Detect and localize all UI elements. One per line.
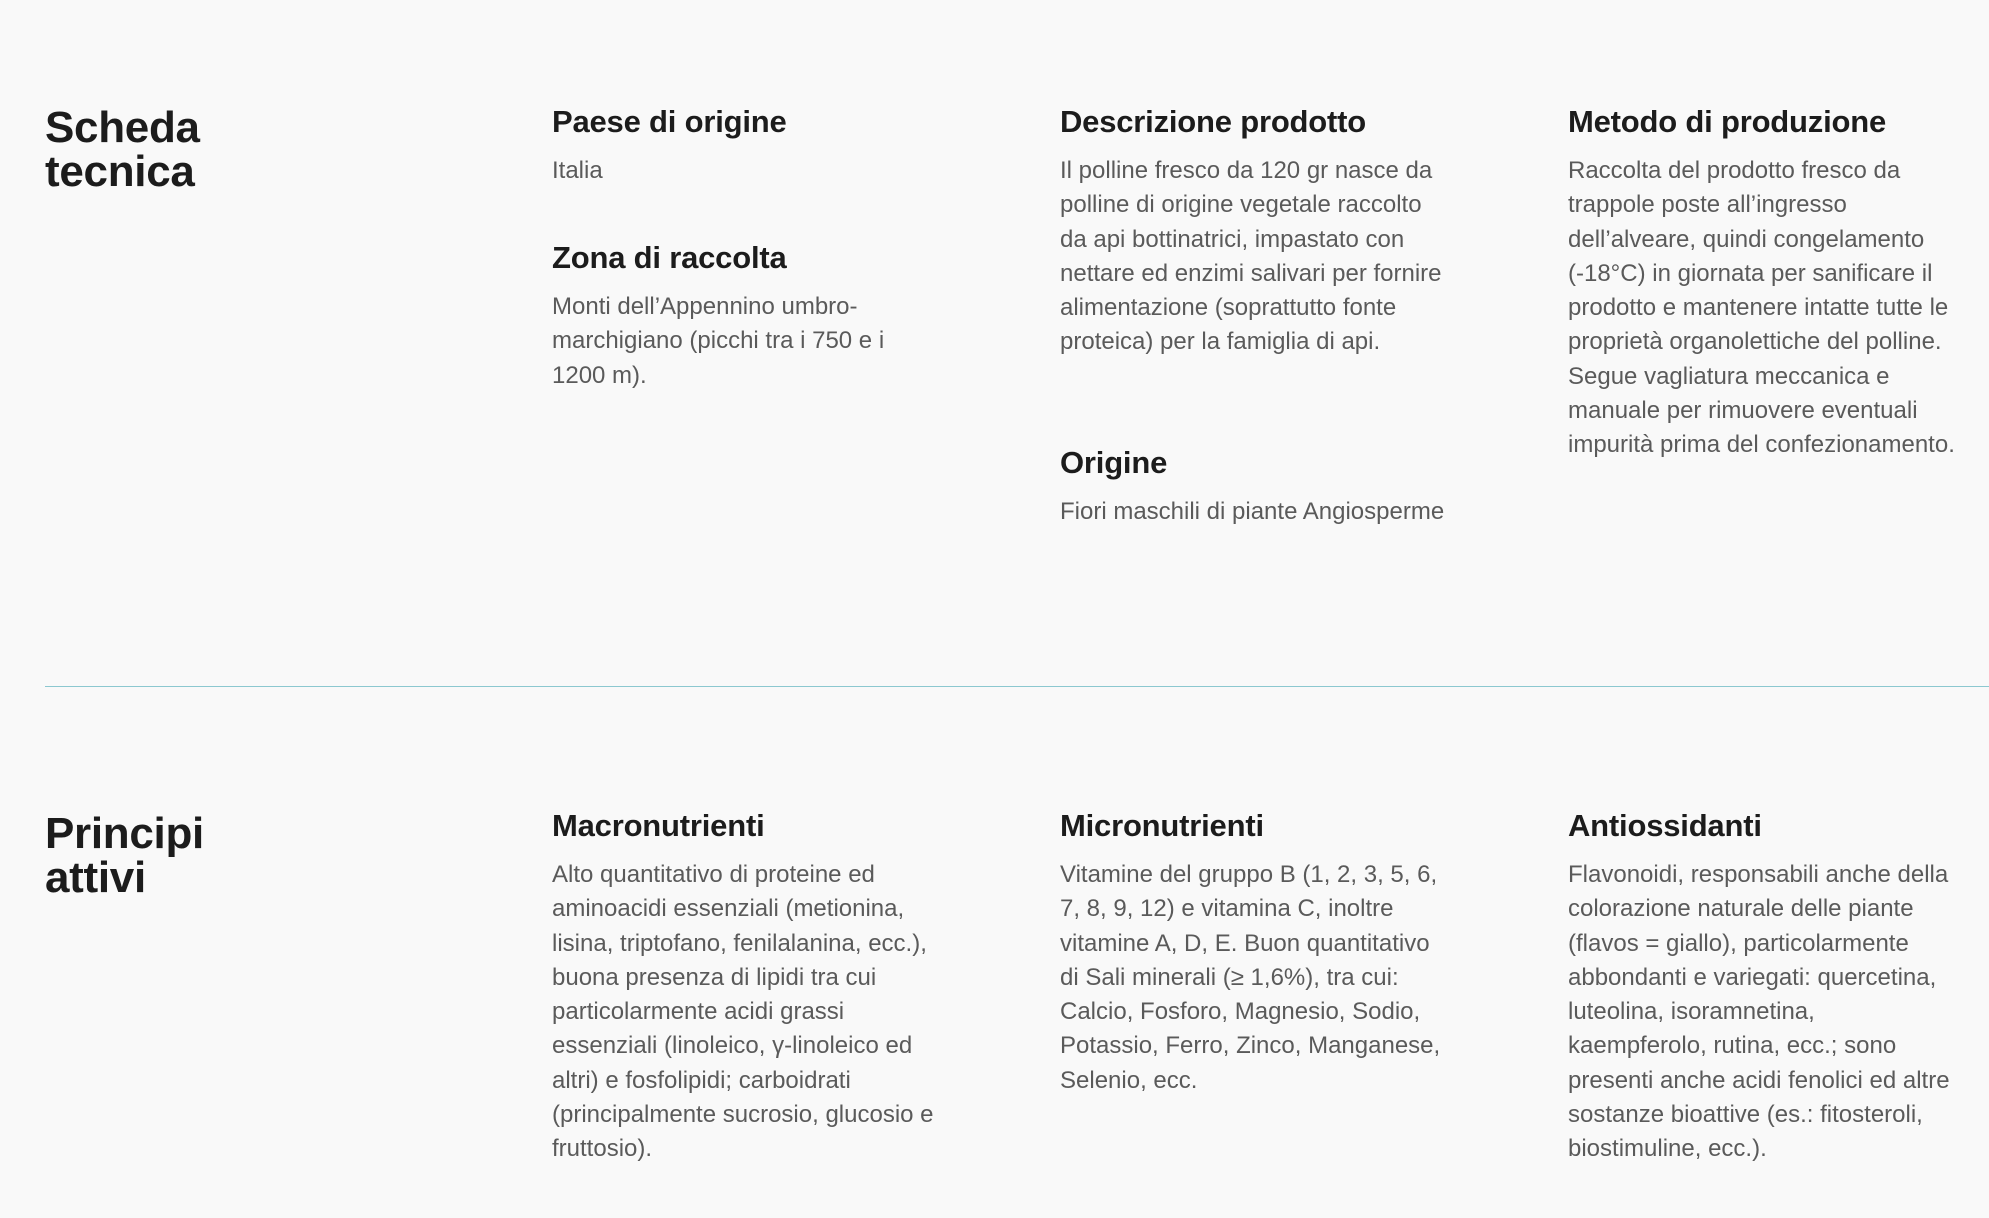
- heading-zona-di-raccolta: Zona di raccolta: [552, 240, 787, 275]
- text-paese-di-origine: Italia: [552, 157, 603, 184]
- heading-metodo-di-produzione: Metodo di produzione: [1568, 104, 1887, 139]
- info-paese-di-origine: [552, 104, 942, 188]
- info-zona-di-raccolta: [552, 240, 942, 393]
- section-title-principi-attivi: Principi attivi: [45, 809, 204, 902]
- section-title-scheda-tecnica: Scheda tecnica: [45, 103, 200, 196]
- text-metodo-di-produzione: Raccolta del prodotto fresco da trappole poste all’ingresso dell’alveare, quindi congelamento (-18°C) in giornata per sanificare il prodotto e mantenere intatte tutte le proprietà organolettiche del polline. Segue vagliatura meccanica e manuale per rimuovere eventuali impurità prima del confezionamento.: [1568, 157, 1955, 459]
- text-origine: Fiori maschili di piante Angiosperme: [1060, 498, 1445, 525]
- heading-macronutrienti: Macronutrienti: [552, 808, 765, 843]
- text-micronutrienti: Vitamine del gruppo B (1, 2, 3, 5, 6, 7, 8, 9, 12) e vitamina C, inoltre vitamine A, D, E. Buon quantitativo di Sali minerali (≥ 1,6%), tra cui: Calcio, Fosforo, Magnesio, Sodio, Potassio, Ferro, Zinco, Manganese, Selenio, ecc.: [1060, 861, 1441, 1094]
- text-antiossidanti: Flavonoidi, responsabili anche della colorazione naturale delle piante (flavos = giallo), particolarmente abbondanti e variegati: quercetina, luteolina, isoramnetina, kaempferolo, rutina, ecc.; sono presenti anche acidi fenolici ed altre sostanze bioattive (es.: fitosteroli, biostimuline, ecc.).: [1568, 861, 1950, 1163]
- heading-micronutrienti: Micronutrienti: [1060, 808, 1264, 843]
- text-zona-di-raccolta: Monti dell’Appennino umbro-marchigiano (picchi tra i 750 e i 1200 m).: [552, 293, 885, 389]
- text-macronutrienti: Alto quantitativo di proteine ed aminoacidi essenziali (metionina, lisina, triptofano, fenilalanina, ecc.), buona presenza di lipidi tra cui particolarmente acidi grassi essenziali (linoleico, γ-linoleico ed altri) e fosfolipidi; carboidrati (principalmente sucrosio, glucosio e fruttosio).: [552, 861, 934, 1163]
- heading-paese-di-origine: Paese di origine: [552, 104, 787, 139]
- info-macronutrienti: [552, 808, 942, 1167]
- info-micronutrienti: [1060, 808, 1450, 1098]
- info-origine: [1060, 445, 1450, 529]
- info-metodo-di-produzione: [1568, 104, 1958, 463]
- heading-origine: Origine: [1060, 445, 1168, 480]
- info-descrizione-prodotto: [1060, 104, 1450, 360]
- text-descrizione-prodotto: Il polline fresco da 120 gr nasce da polline di origine vegetale raccolto da api bottinatrici, impastato con nettare ed enzimi salivari per fornire alimentazione (soprattutto fonte proteica) per la famiglia di api.: [1060, 157, 1442, 356]
- heading-descrizione-prodotto: Descrizione prodotto: [1060, 104, 1367, 139]
- principi-attivi-section: [0, 687, 1989, 1218]
- heading-antiossidanti: Antiossidanti: [1568, 808, 1762, 843]
- info-antiossidanti: [1568, 808, 1958, 1167]
